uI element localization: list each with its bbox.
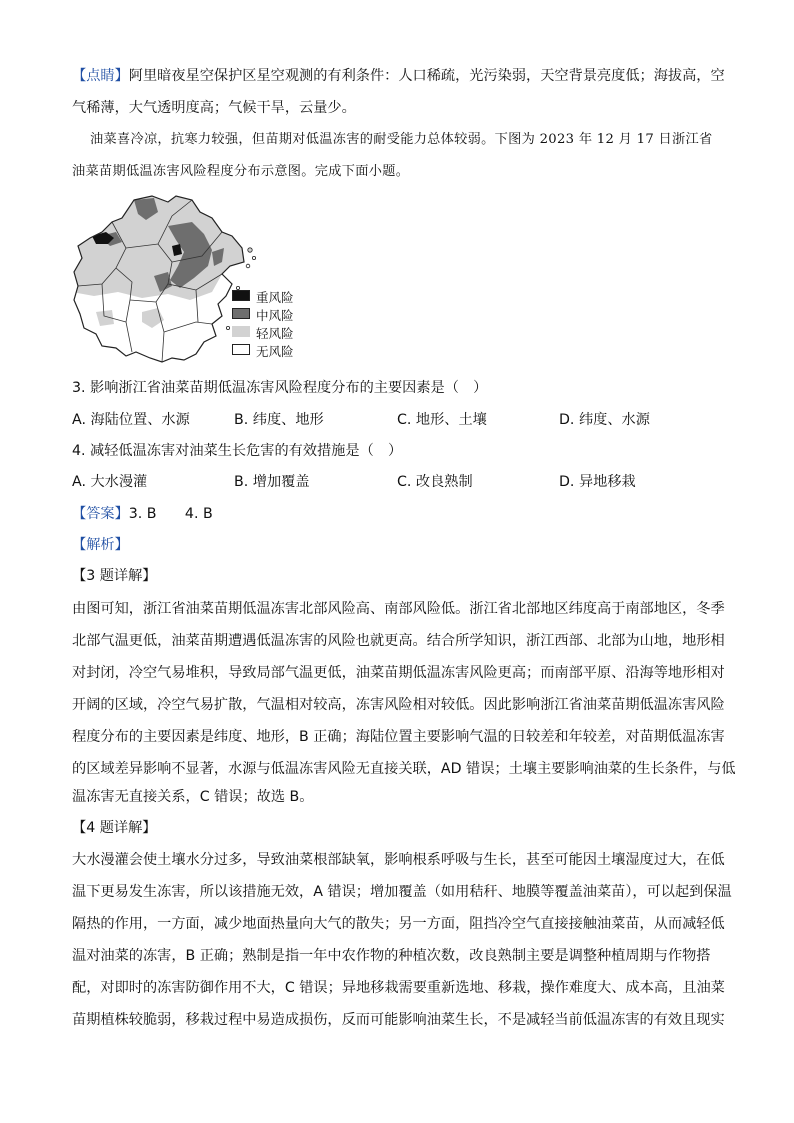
q4-option-b[interactable]: B. 增加覆盖 xyxy=(234,474,310,490)
q4-option-a[interactable]: A. 大水漫灌 xyxy=(72,474,148,490)
q3-detail-line: 北部气温更低，油菜苗期遭遇低温冻害的风险也就更高。结合所学知识，浙江西部、北部为山地，地形相 xyxy=(72,633,725,649)
q4-detail-line: 苗期植株较脆弱，移栽过程中易造成损伤，反而可能影响油菜生长，不是减轻当前低温冻害的有效且现实 xyxy=(72,1012,725,1028)
q3-detail-line: 程度分布的主要因素是纬度、地形，B 正确；海陆位置主要影响气温的日较差和年较差，对苗期低温冻害 xyxy=(72,729,725,745)
legend-swatch-medium xyxy=(232,308,250,319)
q3-detail-line: 温冻害无直接关系，C 错误；故选 B。 xyxy=(72,789,314,805)
legend-swatch-heavy xyxy=(232,290,250,301)
answer-tag: 【答案】 xyxy=(72,506,129,522)
q3-option-b[interactable]: B. 纬度、地形 xyxy=(234,412,324,428)
legend-label-light: 轻风险 xyxy=(256,326,294,341)
dianjing-text-1: 阿里暗夜星空保护区星空观测的有利条件：人口稀疏，光污染弱，天空背景亮度低；海拔高，空 xyxy=(128,68,725,84)
intro-line-2: 油菜苗期低温冻害风险程度分布示意图。完成下面小题。 xyxy=(72,164,410,179)
q4-detail-line: 配，对即时的冻害防御作用不大，C 错误；异地移栽需要重新选地、移栽，操作难度大、成本高，且油菜 xyxy=(72,980,725,996)
legend-label-medium: 中风险 xyxy=(256,308,294,323)
analysis-tag: 【解析】 xyxy=(72,537,129,553)
q4-detail-line: 大水漫灌会使土壤水分过多，导致油菜根部缺氧，影响根系呼吸与生长，甚至可能因土壤湿度过大，在低 xyxy=(72,852,725,868)
answer-line xyxy=(72,505,213,523)
q4-option-c[interactable]: C. 改良熟制 xyxy=(397,474,473,490)
q3-detail-line: 对封闭，冷空气易堆积，导致局部气温更低，油菜苗期低温冻害风险更高；而南部平原、沿海等地形相对 xyxy=(72,665,725,681)
dianjing-line-2: 气稀薄，大气透明度高；气候干旱，云量少。 xyxy=(72,100,356,116)
q3-detail-tag: 【3 题详解】 xyxy=(72,568,157,584)
q4-detail-line: 温下更易发生冻害，所以该措施无效，A 错误；增加覆盖（如用秸秆、地膜等覆盖油菜苗），可以起到保温 xyxy=(72,884,732,900)
answer-text: 3. B 4. B xyxy=(128,506,213,522)
q4-stem: 4. 减轻低温冻害对油菜生长危害的有效措施是（ ） xyxy=(72,443,403,459)
intro-line-1: 油菜喜冷凉，抗寒力较强，但苗期对低温冻害的耐受能力总体较弱。下图为 2023 年 12 月 17 日浙江省 xyxy=(90,132,713,147)
q3-stem: 3. 影响浙江省油菜苗期低温冻害风险程度分布的主要因素是（ ） xyxy=(72,380,488,396)
q3-detail-line: 开阔的区域，冷空气易扩散，气温相对较高，冻害风险相对较低。因此影响浙江省油菜苗期低温冻害风险 xyxy=(72,697,725,713)
q4-detail-line: 隔热的作用，一方面，减少地面热量向大气的散失；另一方面，阻挡冷空气直接接触油菜苗，从而减轻低 xyxy=(72,916,725,932)
legend-label-none: 无风险 xyxy=(256,344,294,359)
q4-detail-tag: 【4 题详解】 xyxy=(72,820,157,836)
q4-option-d[interactable]: D. 异地移栽 xyxy=(559,474,636,490)
q4-detail-line: 温对油菜的冻害，B 正确；熟制是指一年中农作物的种植次数，改良熟制主要是调整种植周期与作物搭 xyxy=(72,948,711,964)
dianjing-line-1 xyxy=(72,67,725,85)
legend-swatch-light xyxy=(232,326,250,337)
q3-option-c[interactable]: C. 地形、土壤 xyxy=(397,412,487,428)
q3-detail-line: 由图可知，浙江省油菜苗期低温冻害北部风险高、南部风险低。浙江省北部地区纬度高于南部地区，冬季 xyxy=(72,601,725,617)
legend-swatch-none xyxy=(232,344,250,355)
dianjing-tag: 【点睛】 xyxy=(72,68,129,84)
q3-detail-line: 的区域差异影响不显著，水源与低温冻害风险无直接关联，AD 错误；土壤主要影响油菜的生长条件，与低 xyxy=(72,761,736,777)
legend-label-heavy: 重风险 xyxy=(256,290,294,305)
q3-option-a[interactable]: A. 海陆位置、水源 xyxy=(72,412,190,428)
q3-option-d[interactable]: D. 纬度、水源 xyxy=(559,412,650,428)
